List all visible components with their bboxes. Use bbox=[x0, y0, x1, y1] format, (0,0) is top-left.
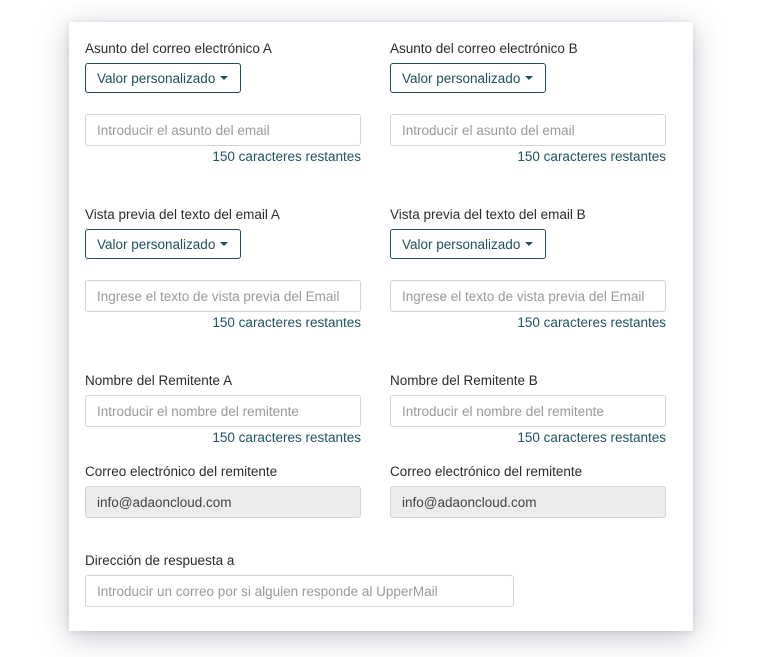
dropdown-label: Valor personalizado bbox=[97, 236, 216, 252]
caret-down-icon bbox=[525, 76, 533, 80]
dropdown-label: Valor personalizado bbox=[97, 70, 216, 86]
sender-email-b-label: Correo electrónico del remitente bbox=[390, 464, 583, 479]
sender-email-a-label: Correo electrónico del remitente bbox=[85, 464, 278, 479]
subject-a-value-dropdown[interactable] bbox=[85, 63, 241, 93]
dropdown-label: Valor personalizado bbox=[402, 70, 521, 86]
sender-name-b-placeholder: Introducir el nombre del remitente bbox=[402, 403, 604, 419]
subject-a-input[interactable] bbox=[85, 114, 361, 146]
preview-a-input[interactable] bbox=[85, 280, 361, 312]
subject-b-char-counter: 150 caracteres restantes bbox=[517, 149, 666, 164]
sender-name-a-placeholder: Introducir el nombre del remitente bbox=[97, 403, 299, 419]
preview-b-label: Vista previa del texto del email B bbox=[390, 207, 586, 222]
reply-to-label: Dirección de respuesta a bbox=[85, 553, 235, 568]
subject-b-label: Asunto del correo electrónico B bbox=[390, 41, 578, 56]
subject-b-value-dropdown[interactable] bbox=[390, 63, 546, 93]
sender-name-a-input[interactable] bbox=[85, 395, 361, 427]
sender-name-a-char-counter: 150 caracteres restantes bbox=[212, 430, 361, 445]
preview-b-input[interactable] bbox=[390, 280, 666, 312]
preview-a-value-dropdown[interactable] bbox=[85, 229, 241, 259]
sender-name-b-label: Nombre del Remitente B bbox=[390, 373, 538, 388]
dropdown-label: Valor personalizado bbox=[402, 236, 521, 252]
sender-email-a-field bbox=[85, 486, 361, 518]
sender-email-b-field bbox=[390, 486, 666, 518]
email-settings-card bbox=[69, 22, 693, 631]
preview-b-placeholder: Ingrese el texto de vista previa del Email bbox=[402, 288, 645, 304]
subject-a-placeholder: Introducir el asunto del email bbox=[97, 122, 270, 138]
sender-email-a-value: info@adaoncloud.com bbox=[97, 494, 232, 510]
reply-to-placeholder: Introducir un correo por si alguien responde al UpperMail bbox=[97, 583, 438, 599]
sender-name-b-input[interactable] bbox=[390, 395, 666, 427]
subject-b-input[interactable] bbox=[390, 114, 666, 146]
preview-b-char-counter: 150 caracteres restantes bbox=[517, 315, 666, 330]
preview-a-placeholder: Ingrese el texto de vista previa del Email bbox=[97, 288, 340, 304]
preview-b-value-dropdown[interactable] bbox=[390, 229, 546, 259]
caret-down-icon bbox=[220, 76, 228, 80]
caret-down-icon bbox=[220, 242, 228, 246]
subject-a-label: Asunto del correo electrónico A bbox=[85, 41, 272, 56]
sender-name-a-label: Nombre del Remitente A bbox=[85, 373, 233, 388]
preview-a-label: Vista previa del texto del email A bbox=[85, 207, 280, 222]
reply-to-input[interactable] bbox=[85, 575, 514, 607]
subject-b-placeholder: Introducir el asunto del email bbox=[402, 122, 575, 138]
sender-name-b-char-counter: 150 caracteres restantes bbox=[517, 430, 666, 445]
preview-a-char-counter: 150 caracteres restantes bbox=[212, 315, 361, 330]
sender-email-b-value: info@adaoncloud.com bbox=[402, 494, 537, 510]
caret-down-icon bbox=[525, 242, 533, 246]
subject-a-char-counter: 150 caracteres restantes bbox=[212, 149, 361, 164]
